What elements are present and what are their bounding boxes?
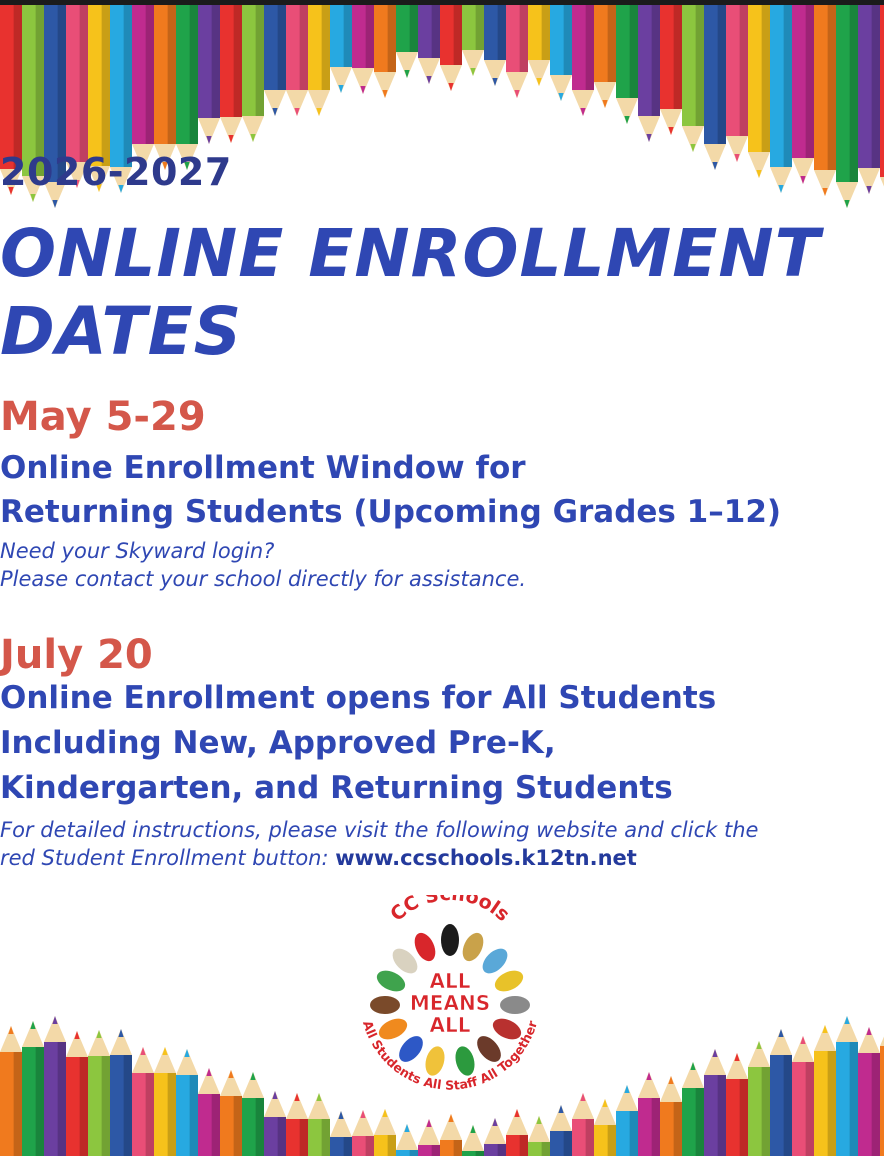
pencil-icon (880, 1020, 884, 1156)
pencil-icon (440, 1114, 462, 1156)
pencil-icon (44, 1016, 66, 1156)
pencil-icon (704, 5, 726, 170)
pencil-icon (638, 1072, 660, 1156)
pencil-icon (484, 1118, 506, 1156)
logo-center-line-3: ALL (429, 1013, 471, 1037)
pencil-icon (484, 5, 506, 86)
school-year: 2026-2027 (0, 150, 232, 194)
pencil-icon (264, 5, 286, 116)
pencil-icon (660, 1076, 682, 1156)
pencil-icon (132, 5, 154, 170)
returning-title-line-1: Online Enrollment Window for (0, 450, 526, 486)
pencil-icon (616, 1085, 638, 1156)
pencil-icon (550, 5, 572, 101)
pencil-icon (748, 1041, 770, 1156)
pencil-icon (418, 1119, 440, 1156)
pencil-icon (242, 5, 264, 142)
pencil-icon (264, 1091, 286, 1156)
pencil-icon (814, 1025, 836, 1156)
pencil-icon (726, 5, 748, 162)
all-students-title-line-2: Including New, Approved Pre-K, (0, 725, 556, 761)
pencil-icon (0, 1026, 22, 1156)
pencil-icon (66, 1031, 88, 1156)
pencil-icon (176, 5, 198, 170)
pencil-icon (528, 1116, 550, 1156)
pencil-icon (374, 1109, 396, 1156)
headline-line-1: ONLINE ENROLLMENT (0, 215, 821, 292)
returning-title-line-2: Returning Students (Upcoming Grades 1–12) (0, 494, 782, 530)
pencil-icon (792, 1036, 814, 1156)
pencil-icon (242, 1072, 264, 1156)
all-students-date: July 20 (0, 632, 153, 678)
pencil-icon (286, 5, 308, 116)
pencil-icon (462, 1125, 484, 1156)
logo-top-text: CC S ools (386, 895, 514, 926)
pencil-icon (462, 5, 484, 76)
returning-note-line-1: Need your Skyward login? (0, 539, 275, 563)
pencil-icon (396, 5, 418, 78)
pencil-icon (198, 5, 220, 144)
pencil-icon (594, 1099, 616, 1156)
pencil-icon (572, 1093, 594, 1156)
headline-line-2: DATES (0, 293, 243, 370)
pencil-icon (22, 1021, 44, 1156)
pencil-icon (616, 5, 638, 124)
pencil-icon (704, 1049, 726, 1156)
pencil-icon (330, 5, 352, 93)
all-students-title-line-3: Kindergarten, and Returning Students (0, 770, 673, 806)
pencil-icon (550, 1105, 572, 1156)
logo-bottom-text: All Students All Staff All Together (359, 1018, 541, 1093)
pencil-icon (154, 5, 176, 170)
pencil-icon (374, 5, 396, 98)
pencil-icon (396, 1124, 418, 1156)
pencil-icon (308, 5, 330, 116)
pencil-icon (638, 5, 660, 142)
pencil-icon (528, 5, 550, 86)
pencil-icon (286, 1093, 308, 1156)
instructions-line-1: For detailed instructions, please visit the following website and click the (0, 818, 759, 842)
pencil-icon (220, 1070, 242, 1156)
pencil-icon (132, 1047, 154, 1156)
pencil-icon (506, 1109, 528, 1156)
pencil-icon (836, 1016, 858, 1156)
pencil-icon (440, 5, 462, 91)
website-link[interactable]: www.ccschools.k12tn.net (335, 846, 637, 870)
pencil-icon (682, 5, 704, 152)
pencil-icon (858, 1027, 880, 1156)
returning-note-line-2: Please contact your school directly for assistance. (0, 567, 527, 591)
pencil-icon (418, 5, 440, 84)
pencil-icon (594, 5, 616, 108)
pencil-icon (110, 1029, 132, 1156)
pencil-icon (506, 5, 528, 98)
cc-schools-logo (355, 895, 545, 1095)
returning-date: May 5-29 (0, 394, 206, 440)
pencil-icon (330, 1111, 352, 1156)
instructions-line-2 (0, 844, 884, 872)
pencil-icon (352, 5, 374, 94)
logo-center-line-2: MEANS (409, 991, 491, 1015)
pencil-icon (308, 1093, 330, 1156)
instructions-text: red Student Enrollment button: (0, 846, 336, 870)
all-students-title-line-1: Online Enrollment opens for All Students (0, 680, 717, 716)
pencil-icon (660, 5, 682, 135)
pencil-icon (220, 5, 242, 143)
pencil-icon (572, 5, 594, 116)
pencil-icon (770, 1029, 792, 1156)
pencil-icon (682, 1062, 704, 1156)
pencil-icon (88, 1030, 110, 1156)
pencil-icon (176, 1049, 198, 1156)
pencil-icon (352, 1110, 374, 1156)
pencil-icon (726, 1053, 748, 1156)
pencil-icon (198, 1068, 220, 1156)
pencil-icon (154, 1047, 176, 1156)
logo-center-line-1: ALL (429, 969, 471, 993)
